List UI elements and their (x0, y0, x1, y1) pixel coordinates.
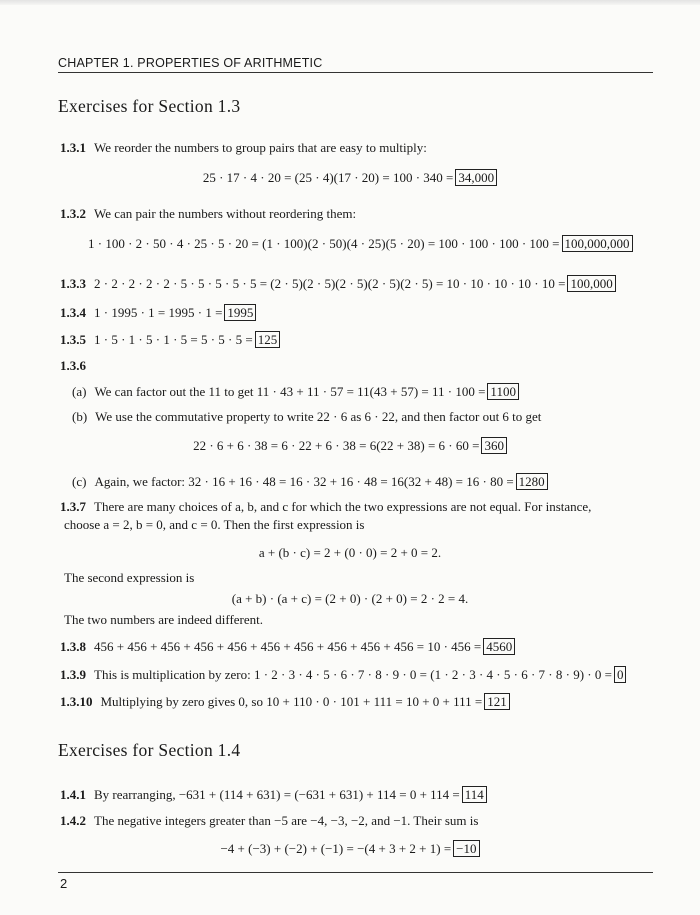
exercise-1-3-6-c (72, 474, 548, 490)
equation-text: 456 + 456 + 456 + 456 + 456 + 456 + 456 + 456 + 456 + 456 = 10 · 456 = (94, 639, 482, 654)
exercise-number: 1.3.4 (60, 305, 86, 320)
exercise-text: We use the commutative property to write 22 · 6 as 6 · 22, and then factor out 6 to get (95, 409, 542, 424)
exercise-1-3-5 (60, 332, 280, 348)
answer-box: 1995 (224, 304, 256, 321)
equation-text: 1 · 100 · 2 · 50 · 4 · 25 · 5 · 20 = (1 · 100)(2 · 50)(4 · 25)(5 · 20) = 100 · 100 · 100 · 100 = (88, 236, 560, 251)
exercise-1-3-7 (60, 499, 591, 515)
exercise-1-4-2 (60, 813, 478, 829)
answer-box: 1280 (516, 473, 548, 490)
answer-box: 114 (462, 786, 487, 803)
exercise-number: 1.3.7 (60, 499, 86, 514)
exercise-number: 1.3.3 (60, 276, 86, 291)
exercise-text: The negative integers greater than −5 are −4, −3, −2, and −1. Their sum is (94, 813, 479, 828)
equation-text: 22 · 6 + 6 · 38 = 6 · 22 + 6 · 38 = 6(22 + 38) = 6 · 60 = (193, 438, 480, 453)
exercise-text: Again, we factor: 32 · 16 + 16 · 48 = 16 · 32 + 16 · 48 = 16(32 + 48) = 16 · 80 = (94, 474, 514, 489)
exercise-number: 1.3.8 (60, 639, 86, 654)
answer-box: −10 (453, 840, 479, 857)
exercise-1-3-1 (60, 140, 427, 156)
equation-text: 25 · 17 · 4 · 20 = (25 · 4)(17 · 20) = 100 · 340 = (202, 170, 454, 185)
top-scan-edge (0, 0, 700, 5)
exercise-number: 1.3.5 (60, 332, 86, 347)
equation-text: 2 · 2 · 2 · 2 · 2 · 5 · 5 · 5 · 5 · 5 = (2 · 5)(2 · 5)(2 · 5)(2 · 5)(2 · 5) = 10 · 10 · 10 · 10 · 10 = (94, 276, 566, 291)
exercise-1-3-6-a (72, 384, 519, 400)
equation-text: 1 · 5 · 1 · 5 · 1 · 5 = 5 · 5 · 5 = (94, 332, 253, 347)
exercise-number: 1.3.10 (60, 694, 93, 709)
exercise-1-3-7-line4: The two numbers are indeed different. (64, 612, 264, 627)
exercise-text: There are many choices of a, b, and c for which the two expressions are not equal. For instance, (94, 499, 592, 514)
equation-1-4-2 (0, 841, 700, 857)
equation-1-3-1 (0, 170, 700, 186)
answer-box: 34,000 (455, 169, 497, 186)
exercise-1-3-10 (60, 694, 510, 710)
exercise-text: By rearranging, −631 + (114 + 631) = (−631 + 631) + 114 = 0 + 114 = (94, 787, 460, 802)
exercise-1-3-6 (60, 358, 94, 374)
section-title-1-3: Exercises for Section 1.3 (58, 96, 241, 116)
part-label: (a) (72, 384, 87, 399)
part-label: (b) (72, 409, 88, 424)
exercise-number: 1.3.2 (60, 206, 86, 221)
page-number: 2 (60, 876, 68, 891)
header-rule (58, 72, 653, 73)
exercise-number: 1.3.6 (60, 358, 86, 373)
equation-1-3-2 (88, 236, 633, 252)
answer-box: 360 (481, 437, 507, 454)
equation-1-3-7-second: (a + b) · (a + c) = (2 + 0) · (2 + 0) = 2 · 2 = 4. (231, 591, 469, 606)
exercise-number: 1.4.2 (60, 813, 86, 828)
answer-box: 4560 (483, 638, 515, 655)
exercise-1-3-3 (60, 276, 616, 292)
answer-box: 100,000 (567, 275, 615, 292)
exercise-number: 1.3.9 (60, 667, 86, 682)
exercise-1-3-7-line3: The second expression is (64, 570, 195, 585)
exercise-1-3-2 (60, 206, 356, 222)
exercise-text: We reorder the numbers to group pairs that are easy to multiply: (94, 140, 427, 155)
exercise-1-4-1 (60, 787, 487, 803)
answer-box: 100,000,000 (562, 235, 633, 252)
equation-1-3-7-first: a + (b · c) = 2 + (0 · 0) = 2 + 0 = 2. (258, 545, 442, 560)
exercise-text: This is multiplication by zero: 1 · 2 · 3 · 4 · 5 · 6 · 7 · 8 · 9 · 0 = (1 · 2 · 3 · 4 · 5 · 6 · 7 · 8 · 9) · 0 = (94, 667, 612, 682)
equation-text: 1 · 1995 · 1 = 1995 · 1 = (94, 305, 223, 320)
part-label: (c) (72, 474, 87, 489)
answer-box: 1100 (487, 383, 519, 400)
exercise-1-3-9 (60, 667, 626, 683)
exercise-text: Multiplying by zero gives 0, so 10 + 110 · 0 · 101 + 111 = 10 + 0 + 111 = (100, 694, 483, 709)
answer-box: 0 (614, 666, 627, 683)
chapter-header: CHAPTER 1. PROPERTIES OF ARITHMETIC (58, 56, 323, 70)
exercise-1-3-6-b (72, 409, 541, 425)
answer-box: 121 (484, 693, 510, 710)
exercise-text: We can pair the numbers without reordering them: (94, 206, 357, 221)
equation-text: −4 + (−3) + (−2) + (−1) = −(4 + 3 + 2 + 1) = (220, 841, 452, 856)
exercise-1-3-7-line2: choose a = 2, b = 0, and c = 0. Then the first expression is (64, 517, 365, 532)
exercise-1-3-4 (60, 305, 256, 321)
exercise-number: 1.4.1 (60, 787, 86, 802)
section-title-1-4: Exercises for Section 1.4 (58, 740, 241, 760)
exercise-1-3-8 (60, 639, 515, 655)
footer-rule (58, 872, 653, 873)
exercise-text: We can factor out the 11 to get 11 · 43 + 11 · 57 = 11(43 + 57) = 11 · 100 = (94, 384, 486, 399)
answer-box: 125 (255, 331, 281, 348)
equation-1-3-6-b (0, 438, 700, 454)
exercise-number: 1.3.1 (60, 140, 86, 155)
